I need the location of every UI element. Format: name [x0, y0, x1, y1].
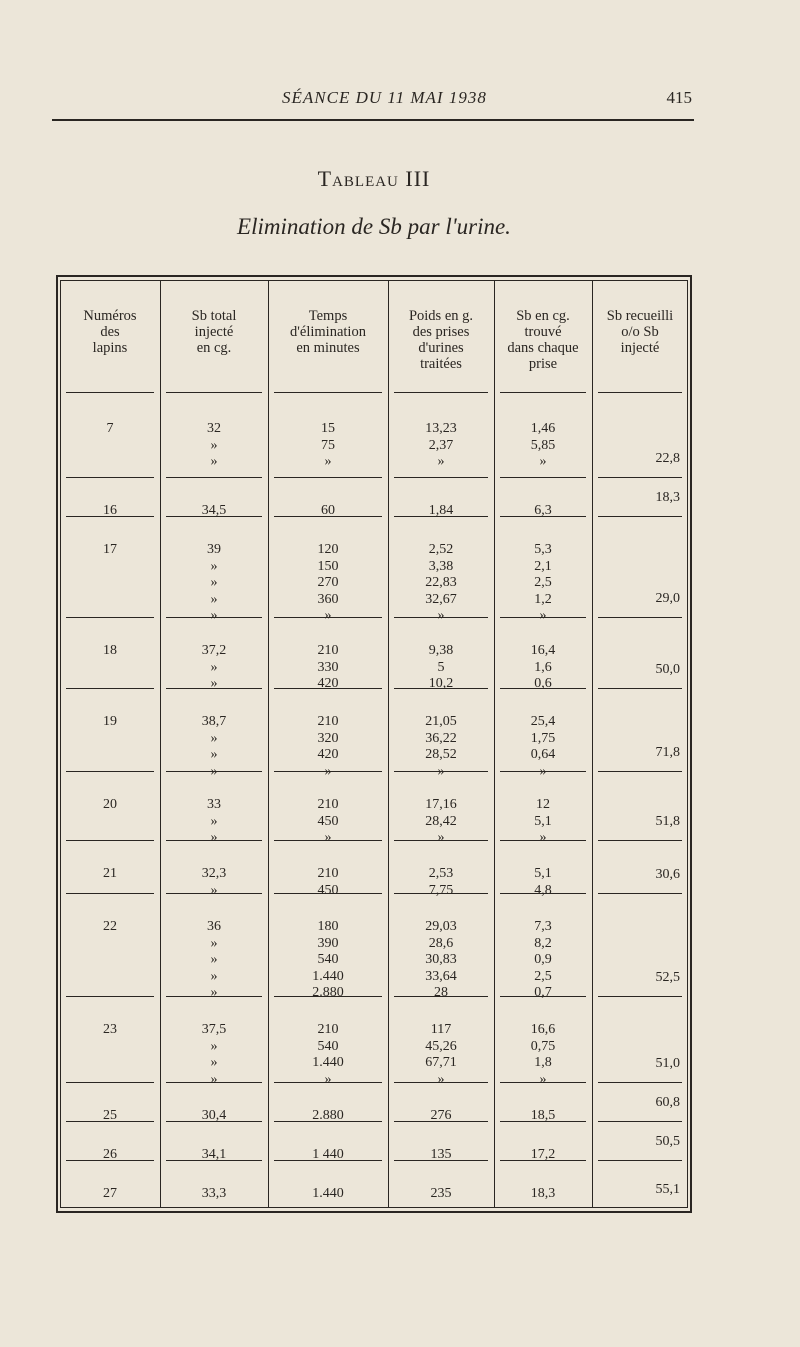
table-cell-sb-found: 25,4 1,75 0,64 »: [530, 714, 556, 779]
table-cell-lapin-number: 19: [103, 714, 117, 729]
row-divider: [274, 477, 382, 478]
column-header-sb-found: Sb en cg. trouvé dans chaque prise: [507, 308, 579, 372]
row-divider: [598, 477, 682, 478]
row-divider: [66, 688, 154, 689]
table-cell-elimination-time: 120 150 270 360 »: [317, 542, 339, 624]
table-cell-sb-total: 37,2 » »: [201, 643, 227, 692]
table-cell-sb-found: 7,3 8,2 0,9 2,5 0,7: [534, 919, 552, 1001]
table-cell-lapin-number: 17: [103, 542, 117, 557]
table-cell-sb-found: 5,3 2,1 2,5 1,2 »: [534, 542, 552, 624]
table-cell-sb-total: 32,3 »: [201, 866, 227, 898]
row-divider: [66, 893, 154, 894]
column-header-lapin-number: Numéros des lapins: [83, 308, 137, 356]
table-cell-urine-weight: 1,84: [428, 503, 454, 518]
table-cell-lapin-number: 16: [103, 503, 117, 518]
running-head-title: SÉANCE DU 11 MAI 1938: [282, 88, 487, 107]
table-cell-urine-weight: 21,05 36,22 28,52 »: [425, 714, 457, 779]
table-cell-sb-total: 39 » » » »: [207, 542, 221, 624]
row-divider: [598, 996, 682, 997]
table-cell-sb-found: 12 5,1 »: [534, 797, 552, 846]
row-divider: [500, 477, 586, 478]
table-cell-elimination-time: 15 75 »: [321, 421, 335, 470]
table-cell-elimination-time: 210 450: [317, 866, 339, 898]
row-divider: [66, 840, 154, 841]
row-divider: [598, 392, 682, 393]
table-cell-sb-found: 16,6 0,75 1,8 »: [530, 1022, 556, 1087]
table-cell-elimination-time: 180 390 540 1.440 2.880: [312, 919, 344, 1001]
row-divider: [500, 392, 586, 393]
table-cell-urine-weight: 117 45,26 67,71 »: [425, 1022, 457, 1087]
table-cell-sb-found: 6,3: [534, 503, 552, 518]
table-cell-lapin-number: 22: [103, 919, 117, 934]
table-cell-lapin-number: 7: [106, 421, 114, 436]
table-cell-sb-recovered-percent: 51,0: [655, 1056, 680, 1071]
table-cell-sb-recovered-percent: 50,0: [655, 662, 680, 677]
row-divider: [394, 392, 488, 393]
table-subtitle: Elimination de Sb par l'urine.: [237, 214, 511, 239]
table-cell-sb-recovered-percent: 60,8: [655, 1095, 680, 1110]
table-cell-sb-total: 33 » »: [207, 797, 221, 846]
table-cell-sb-recovered-percent: 18,3: [655, 490, 680, 505]
row-divider: [66, 392, 154, 393]
table-cell-elimination-time: 1 440: [312, 1147, 344, 1162]
table-cell-sb-total: 34,1: [201, 1147, 227, 1162]
table-cell-sb-found: 1,46 5,85 »: [530, 421, 556, 470]
row-divider: [166, 477, 262, 478]
row-divider: [598, 1160, 682, 1161]
table-cell-urine-weight: 9,38 5 10,2: [428, 643, 454, 692]
table-cell-urine-weight: 17,16 28,42 »: [425, 797, 457, 846]
table-cell-sb-recovered-percent: 55,1: [655, 1182, 680, 1197]
row-divider: [598, 617, 682, 618]
row-divider: [598, 771, 682, 772]
table-cell-urine-weight: 29,03 28,6 30,83 33,64 28: [425, 919, 457, 1001]
column-header-urine-weight: Poids en g. des prises d'urines traitées: [408, 308, 474, 372]
column-header-elimination-time: Temps d'élimination en minutes: [290, 308, 366, 356]
row-divider: [66, 771, 154, 772]
column-header-sb-recovered-percent: Sb recueilli o/o Sb injecté: [606, 308, 674, 356]
table-title: Tableau III: [317, 166, 431, 191]
row-divider: [598, 1121, 682, 1122]
header-rule: [52, 119, 694, 121]
table-cell-sb-total: 34,5: [201, 503, 227, 518]
table-cell-urine-weight: 276: [430, 1108, 452, 1123]
table-cell-lapin-number: 23: [103, 1022, 117, 1037]
table-cell-sb-recovered-percent: 50,5: [655, 1134, 680, 1149]
table-cell-sb-total: 30,4: [201, 1108, 227, 1123]
table-cell-sb-recovered-percent: 29,0: [655, 591, 680, 606]
table-cell-elimination-time: 210 540 1.440 »: [312, 1022, 344, 1087]
table-cell-sb-found: 17,2: [530, 1147, 556, 1162]
table-cell-sb-recovered-percent: 52,5: [655, 970, 680, 985]
table-cell-lapin-number: 25: [103, 1108, 117, 1123]
row-divider: [66, 1082, 154, 1083]
table-cell-sb-recovered-percent: 71,8: [655, 745, 680, 760]
table-cell-lapin-number: 27: [103, 1186, 117, 1201]
table-cell-sb-found: 5,1 4,8: [534, 866, 552, 898]
table-cell-sb-total: 37,5 » » »: [201, 1022, 227, 1087]
table-cell-elimination-time: 210 320 420 »: [317, 714, 339, 779]
table-cell-lapin-number: 26: [103, 1147, 117, 1162]
page-number: 415: [666, 88, 692, 107]
column-header-sb-total: Sb total injecté en cg.: [191, 308, 237, 356]
table-cell-sb-recovered-percent: 22,8: [655, 451, 680, 466]
row-divider: [598, 516, 682, 517]
table-cell-sb-recovered-percent: 30,6: [655, 867, 680, 882]
table-cell-elimination-time: 210 330 420: [317, 643, 339, 692]
table-cell-sb-found: 18,5: [530, 1108, 556, 1123]
table-cell-urine-weight: 2,52 3,38 22,83 32,67 »: [425, 542, 457, 624]
table-cell-sb-found: 16,4 1,6 0,6: [530, 643, 556, 692]
table-cell-sb-total: 33,3: [201, 1186, 227, 1201]
table-cell-elimination-time: 1.440: [312, 1186, 344, 1201]
row-divider: [394, 477, 488, 478]
table-cell-sb-recovered-percent: 51,8: [655, 814, 680, 829]
table-cell-elimination-time: 210 450 »: [317, 797, 339, 846]
row-divider: [274, 392, 382, 393]
row-divider: [66, 477, 154, 478]
row-divider: [598, 840, 682, 841]
table-cell-lapin-number: 20: [103, 797, 117, 812]
row-divider: [598, 893, 682, 894]
table-cell-urine-weight: 13,23 2,37 »: [425, 421, 457, 470]
row-divider: [598, 688, 682, 689]
table-cell-urine-weight: 135: [430, 1147, 452, 1162]
row-divider: [66, 617, 154, 618]
table-cell-sb-total: 32 » »: [207, 421, 221, 470]
table-cell-elimination-time: 2.880: [312, 1108, 344, 1123]
table-cell-sb-total: 36 » » » »: [207, 919, 221, 1001]
table-cell-lapin-number: 18: [103, 643, 117, 658]
table-cell-sb-total: 38,7 » » »: [201, 714, 227, 779]
table-cell-elimination-time: 60: [321, 503, 335, 518]
table-cell-urine-weight: 2,53 7,75: [428, 866, 454, 898]
row-divider: [598, 1082, 682, 1083]
running-head: [52, 88, 692, 112]
table-cell-sb-found: 18,3: [530, 1186, 556, 1201]
table-cell-lapin-number: 21: [103, 866, 117, 881]
row-divider: [166, 392, 262, 393]
row-divider: [66, 996, 154, 997]
table-cell-urine-weight: 235: [430, 1186, 452, 1201]
